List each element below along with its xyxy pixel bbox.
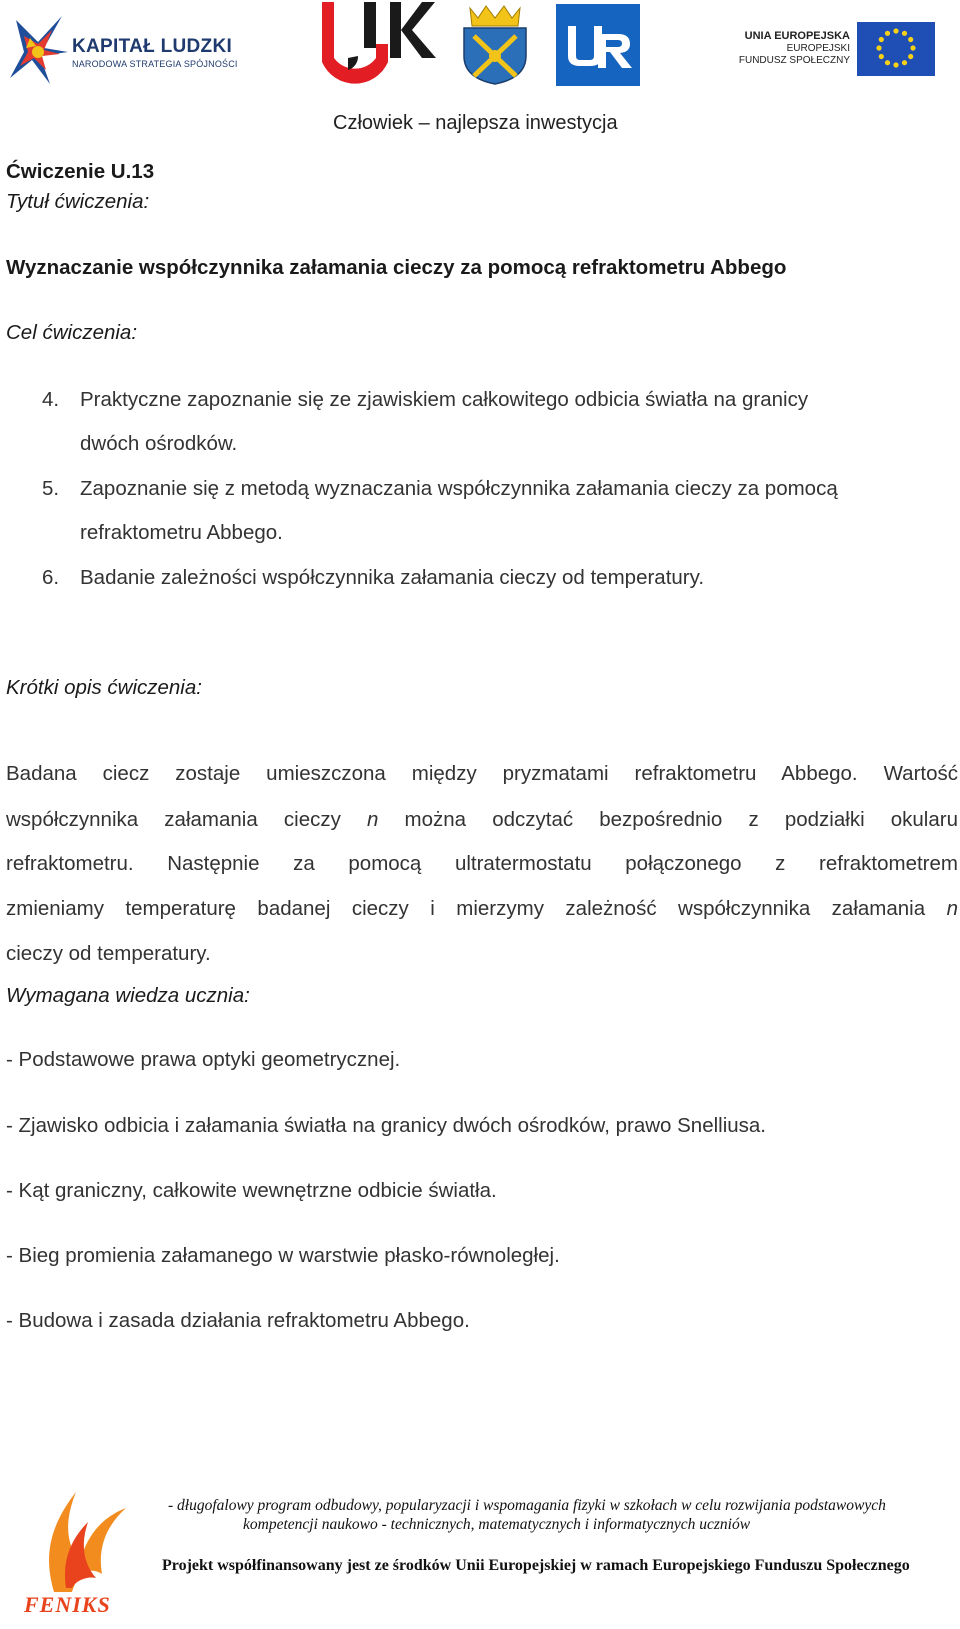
description-line <box>6 808 958 832</box>
description-line: cieczy od temperatury. <box>6 942 211 965</box>
list-item-text: Zapoznanie się z metodą wyznaczania współczynnika załamania cieczy za pomocą <box>80 477 838 500</box>
list-item-number: 6. <box>42 566 60 589</box>
knowledge-item: - Zjawisko odbicia i załamania światła na granicy dwóch ośrodków, prawo Snelliusa. <box>6 1114 767 1137</box>
list-item-number: 5. <box>42 477 60 500</box>
description-text-part: współczynnika załamania cieczy <box>6 808 367 831</box>
footer-line1: - długofalowy program odbudowy, popularyzacji i wspomagania fizyki w szkołach w celu rozwijania podstawowych <box>168 1497 886 1514</box>
description-line: Badana ciecz zostaje umieszczona między pryzmatami refraktometru Abbego. Wartość <box>6 762 958 785</box>
knowledge-item: - Kąt graniczny, całkowite wewnętrzne odbicie światła. <box>6 1179 497 1202</box>
knowledge-label: Wymagana wiedza ucznia: <box>6 984 250 1007</box>
title-label: Tytuł ćwiczenia: <box>6 190 150 213</box>
goal-label: Cel ćwiczenia: <box>6 321 138 344</box>
kapital-ludzki-title: KAPITAŁ LUDZKI <box>72 36 233 57</box>
list-item <box>42 477 838 501</box>
eu-label-line2: EUROPEJSKI <box>786 43 850 54</box>
eu-flag-icon <box>857 22 935 76</box>
description-text-part: zmieniamy temperaturę badanej cieczy i mierzymy zależność współczynnika załamania <box>6 897 947 920</box>
feniks-logo <box>14 1488 164 1618</box>
description-text-part: można odczytać bezpośrednio z podziałki okularu <box>378 808 958 831</box>
list-item-number: 4. <box>42 388 60 411</box>
list-item-text: Badanie zależności współczynnika załamania cieczy od temperatury. <box>80 566 705 589</box>
eu-label-line1: UNIA EUROPEJSKA <box>744 30 850 42</box>
symbol-n: n <box>366 808 379 831</box>
description-line <box>6 897 958 921</box>
description-line: refraktometru. Następnie za pomocą ultratermostatu połączonego z refraktometrem <box>6 852 958 875</box>
knowledge-item: - Bieg promienia załamanego w warstwie płasko-równoległej. <box>6 1244 560 1267</box>
footer-line2: kompetencji naukowo - technicznych, matematycznych i informatycznych uczniów <box>243 1516 751 1533</box>
list-item-continuation: refraktometru Abbego. <box>80 521 283 544</box>
exercise-number: Ćwiczenie U.13 <box>6 160 155 183</box>
ujk-logo <box>318 0 438 88</box>
coat-of-arms-logo <box>458 2 532 86</box>
star-burst-icon <box>6 12 76 88</box>
footer-line3: Projekt współfinansowany jest ze środków Unii Europejskiej w ramach Europejskiego Funduszu Społecznego <box>162 1557 910 1574</box>
knowledge-item: - Budowa i zasada działania refraktometru Abbego. <box>6 1309 470 1332</box>
description-label: Krótki opis ćwiczenia: <box>6 676 202 699</box>
feniks-logo-text: FENIKS <box>24 1592 111 1617</box>
exercise-title: Wyznaczanie współczynnika załamania cieczy za pomocą refraktometru Abbego <box>6 256 787 279</box>
list-item <box>42 566 704 590</box>
eu-label-line3: FUNDUSZ SPOŁECZNY <box>738 55 850 66</box>
list-item-continuation: dwóch ośrodków. <box>80 432 238 455</box>
list-item-text: Praktyczne zapoznanie się ze zjawiskiem całkowitego odbicia światła na granicy <box>80 388 809 411</box>
knowledge-item: - Podstawowe prawa optyki geometrycznej. <box>6 1048 401 1071</box>
list-item <box>42 388 808 412</box>
symbol-n: n <box>946 897 958 920</box>
slogan: Człowiek – najlepsza inwestycja <box>333 112 618 134</box>
kapital-ludzki-subtitle: NARODOWA STRATEGIA SPÓJNOŚCI <box>72 59 238 69</box>
